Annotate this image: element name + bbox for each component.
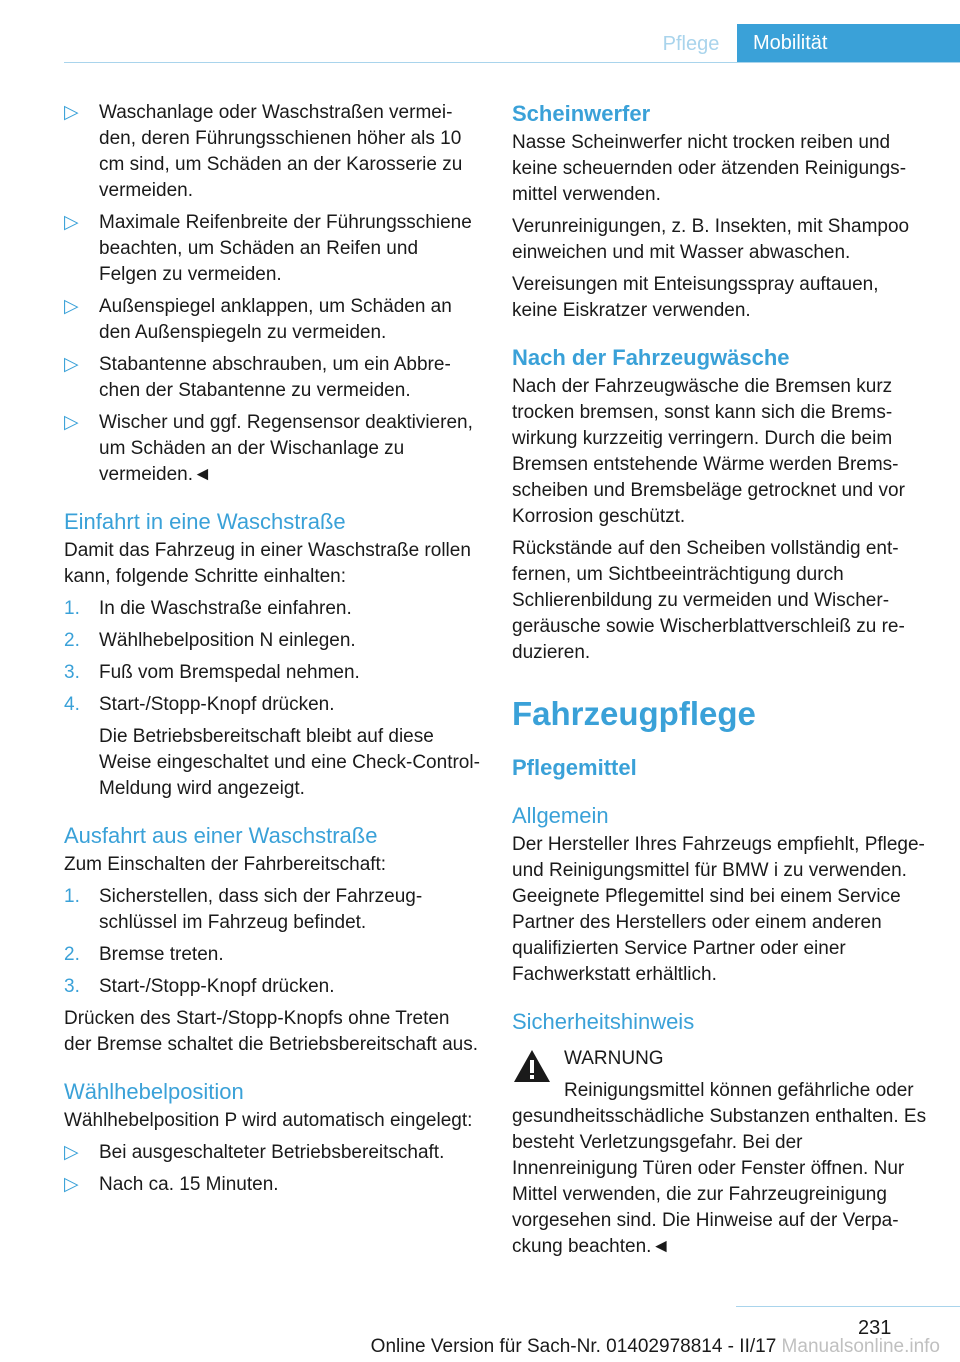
footer-text: Online Version für Sach-Nr. 01402978814 - II/17 [370,1336,777,1357]
heading-waehlhebel: Wählhebelposition [64,1079,244,1104]
header-rule [64,62,960,63]
heading-allgemein: Allgemein [512,803,609,828]
list-item: ▷ Bei ausgeschalteter Betriebsbereitschaft. [64,1140,480,1166]
triangle-bullet-icon: ▷ [64,1142,79,1163]
list-item: ▷ Außenspiegel anklappen, um Schäden an den Außenspiegeln zu vermeiden. [64,294,480,346]
list-item: 4. Start-/Stopp-Knopf drücken. [64,694,335,715]
list-item: ▷ Waschanlage oder Waschstraßen vermeiden, deren Führungsschienen höher als 10 cm sind, um Schäden an der Karosserie zu vermeiden. [64,100,480,204]
step4-note: Die Betriebsbereitschaft bleibt auf diese Weise eingeschaltet und eine Check-Control-Meldung wird angezeigt. [99,726,480,799]
scheinwerfer-p3: Vereisungen mit Enteisungsspray auftauen, keine Eiskratzer verwenden. [512,274,879,321]
left-column [64,100,480,1204]
bullet-list-wash-precautions [64,100,480,488]
ausfahrt-intro: Zum Einschalten der Fahrbereitschaft: [64,854,387,875]
footer [0,1336,940,1358]
nach-p1: Nach der Fahrzeugwäsche die Bremsen kurz trocken bremsen, sonst kann sich die Bremswirkung kurzzeitig verringern. Durch die beim Bremsen entstehende Wärme werden Bremsscheiben und Bremsbeläge getrocknet und vor Korrosion geschützt. [512,376,905,527]
einfahrt-steps [64,596,480,718]
heading-ausfahrt: Ausfahrt aus einer Waschstraße [64,823,378,848]
ausfahrt-steps [64,884,480,1000]
heading-nach-fahrzeugwaesche: Nach der Fahrzeugwäsche [512,345,790,370]
einfahrt-intro: Damit das Fahrzeug in einer Waschstraße rollen kann, folgende Schritte einhalten: [64,540,471,587]
heading-sicherheitshinweis: Sicherheitshinweis [512,1009,695,1034]
right-column [512,100,928,1266]
warning-text: Reinigungsmittel können gefährliche oder gesundheitsschädliche Substanzen enthalten. Es besteht Verletzungsgefahr. Bei der Innenreinigung Türen oder Fenster öffnen. Nur Mittel verwenden, die zur Fahrzeugreinigung vorgesehen sind. Die Hinweise auf der Verpackung beachten.◄ [512,1080,927,1257]
list-item: 1. In die Waschstraße einfahren. [64,598,352,619]
allgemein-p1: Der Hersteller Ihres Fahrzeugs empfiehlt, Pflege- und Reinigungsmittel für BMW i zu verwenden. Geeignete Pflegemittel sind bei einem Service Partner des Herstellers oder einem anderen qualifizierten Service Partner oder einer Fachwerkstatt erhältlich. [512,834,925,985]
heading-einfahrt: Einfahrt in eine Waschstraße [64,509,346,534]
nach-p2: Rückstände auf den Scheiben vollständig entfernen, um Sichtbeeinträchtigung durch Schlierenbildung zu vermeiden und Wischergeräusche sowie Wischerblattverschleiß zu reduzieren. [512,538,905,663]
waehlhebel-bullets [64,1140,480,1198]
scheinwerfer-p1: Nasse Scheinwerfer nicht trocken reiben und keine scheuernden oder ätzenden Reinigungsmittel verwenden. [512,132,907,205]
list-item: ▷ Stabantenne abschrauben, um ein Abbrechen der Stabantenne zu vermeiden. [64,352,480,404]
list-item: ▷ Wischer und ggf. Regensensor deaktivieren, um Schäden an der Wischanlage zu vermeiden.◄ [64,410,480,488]
list-item: 3. Start-/Stopp-Knopf drücken. [64,976,335,997]
ausfahrt-outro: Drücken des Start-/Stopp-Knopfs ohne Treten der Bremse schaltet die Betriebsbereitschaft aus. [64,1008,478,1055]
list-item: 3. Fuß vom Bremspedal nehmen. [64,662,360,683]
list-item: 1. Sicherstellen, dass sich der Fahrzeugschlüssel im Fahrzeug befindet. [64,886,423,933]
list-item: 2. Wählhebelposition N einlegen. [64,630,356,651]
triangle-bullet-icon: ▷ [64,296,79,317]
scheinwerfer-p2: Verunreinigungen, z. B. Insekten, mit Shampoo einweichen und mit Wasser abwaschen. [512,216,910,263]
heading-fahrzeugpflege: Fahrzeugpflege [512,695,756,732]
tab-mobilitaet[interactable]: Mobilität [737,24,960,62]
triangle-bullet-icon: ▷ [64,1174,79,1195]
list-item: 2. Bremse treten. [64,944,224,965]
page-number: 231 [858,1317,892,1339]
list-item: ▷ Nach ca. 15 Minuten. [64,1172,480,1198]
triangle-bullet-icon: ▷ [64,354,79,375]
watermark: Manualsonline.info [781,1336,940,1357]
triangle-bullet-icon: ▷ [64,212,79,233]
heading-pflegemittel: Pflegemittel [512,755,637,780]
triangle-bullet-icon: ▷ [64,102,79,123]
tab-pflege[interactable]: Pflege [662,33,720,55]
heading-scheinwerfer: Scheinwerfer [512,101,651,126]
warning-title: WARNUNG [564,1048,664,1069]
footer-rule [736,1306,960,1307]
triangle-bullet-icon: ▷ [64,412,79,433]
list-item: ▷ Maximale Reifenbreite der Führungsschiene beachten, um Schäden an Reifen und Felgen zu vermeiden. [64,210,480,288]
waehlhebel-intro: Wählhebelposition P wird automatisch eingelegt: [64,1110,473,1131]
